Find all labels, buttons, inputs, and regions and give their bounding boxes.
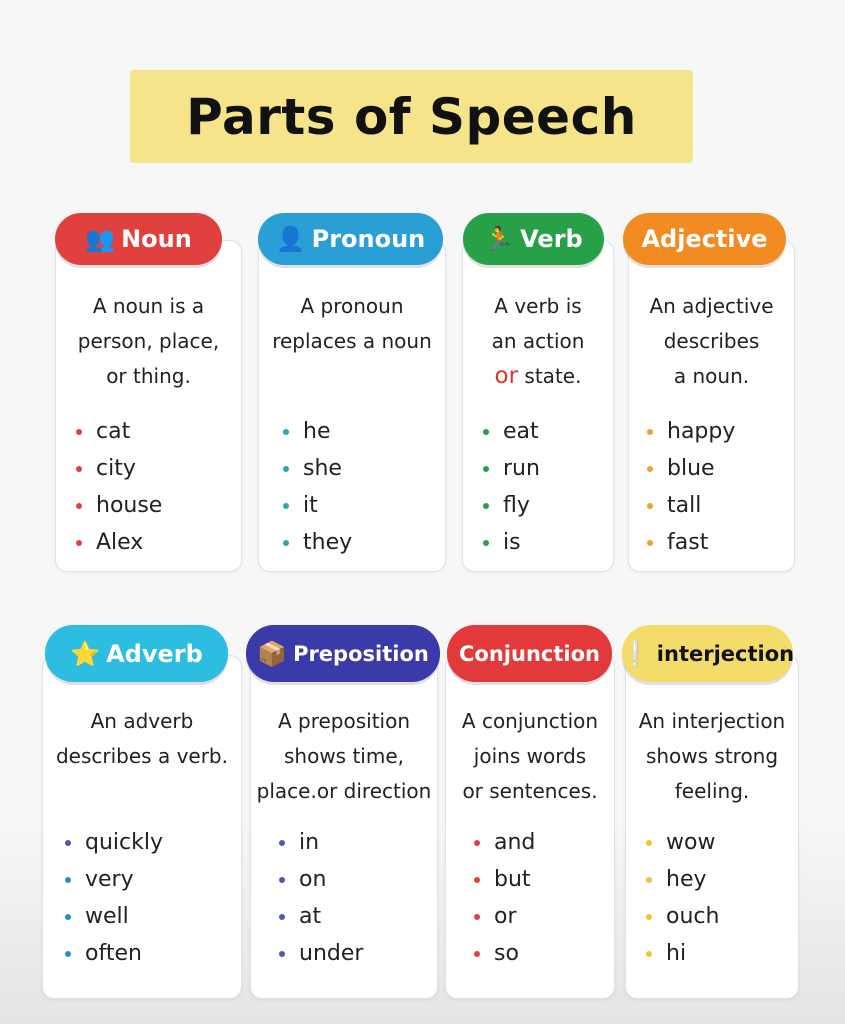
conjunction-description-line: A conjunction bbox=[461, 709, 599, 733]
bullet-dot-icon bbox=[279, 840, 285, 846]
conjunction-example-word: or bbox=[494, 904, 517, 929]
interjection-description-line: shows strong bbox=[645, 744, 779, 768]
bullet-dot-icon bbox=[65, 840, 71, 846]
bullet-dot-icon bbox=[647, 466, 653, 472]
bullet-dot-icon bbox=[647, 540, 653, 546]
running-person-icon: 🏃 bbox=[484, 225, 515, 253]
adjective-description bbox=[629, 289, 794, 394]
conjunction-example-word: but bbox=[494, 867, 531, 892]
interjection-card bbox=[625, 655, 799, 999]
interjection-description-line: An interjection bbox=[638, 709, 786, 733]
bullet-dot-icon bbox=[646, 877, 652, 883]
conjunction-example-item bbox=[474, 935, 535, 972]
noun-label: Noun bbox=[121, 225, 192, 253]
preposition-example-item bbox=[279, 824, 363, 861]
pronoun-example-word: they bbox=[303, 530, 353, 555]
bullet-dot-icon bbox=[76, 466, 82, 472]
adjective-example-item bbox=[647, 487, 735, 524]
interjection-example-item bbox=[646, 935, 719, 972]
interjection-example-item bbox=[646, 898, 719, 935]
adverb-label-pill bbox=[45, 625, 228, 682]
bullet-dot-icon bbox=[283, 503, 289, 509]
adverb-example-item bbox=[65, 935, 163, 972]
conjunction-example-item bbox=[474, 824, 535, 861]
noun-examples bbox=[76, 413, 162, 561]
verb-example-word: run bbox=[503, 456, 540, 481]
noun-label-pill bbox=[55, 213, 222, 265]
noun-example-word: Alex bbox=[96, 530, 144, 555]
interjection-description bbox=[626, 704, 798, 809]
noun-description-line: or thing. bbox=[106, 364, 191, 388]
bullet-dot-icon bbox=[65, 914, 71, 920]
preposition-card bbox=[250, 655, 438, 999]
interjection-example-item bbox=[646, 824, 719, 861]
preposition-example-word: in bbox=[299, 830, 320, 855]
bullet-dot-icon bbox=[474, 914, 480, 920]
verb-description-tail: state. bbox=[518, 364, 582, 388]
verb-example-word: is bbox=[503, 530, 521, 555]
noun-example-word: cat bbox=[96, 419, 131, 444]
bullet-dot-icon bbox=[474, 877, 480, 883]
preposition-example-word: at bbox=[299, 904, 322, 929]
interjection-example-item bbox=[646, 861, 719, 898]
interjection-example-word: hey bbox=[666, 867, 707, 892]
preposition-example-item bbox=[279, 861, 363, 898]
pronoun-examples bbox=[283, 413, 352, 561]
bullet-dot-icon bbox=[283, 466, 289, 472]
pronoun-description-line: A pronoun bbox=[300, 294, 404, 318]
verb-highlight-word: or bbox=[494, 363, 519, 389]
conjunction-example-item bbox=[474, 898, 535, 935]
noun-card bbox=[55, 240, 242, 572]
exclamation-icon: ❕ bbox=[620, 639, 651, 668]
interjection-label: interjection bbox=[656, 641, 795, 666]
bullet-dot-icon bbox=[283, 540, 289, 546]
preposition-description-line: A preposition bbox=[277, 709, 411, 733]
bullet-dot-icon bbox=[279, 951, 285, 957]
verb-description-line: A verb is bbox=[494, 294, 582, 318]
noun-example-word: house bbox=[96, 493, 163, 518]
pronoun-card bbox=[258, 240, 446, 572]
adverb-description bbox=[43, 704, 241, 774]
bullet-dot-icon bbox=[483, 540, 489, 546]
pronoun-example-item bbox=[283, 524, 352, 561]
adjective-example-word: fast bbox=[667, 530, 709, 555]
adverb-description-line: An adverb bbox=[90, 709, 194, 733]
preposition-description-line: shows time, bbox=[283, 744, 404, 768]
adjective-description-line: a noun. bbox=[673, 364, 750, 388]
bullet-dot-icon bbox=[474, 951, 480, 957]
conjunction-label: Conjunction bbox=[459, 641, 600, 666]
adjective-examples bbox=[647, 413, 735, 561]
noun-example-item bbox=[76, 413, 162, 450]
bullet-dot-icon bbox=[483, 429, 489, 435]
adverb-label: Adverb bbox=[106, 639, 203, 668]
pronoun-example-word: she bbox=[303, 456, 342, 481]
verb-label-pill bbox=[463, 213, 604, 265]
preposition-label: Preposition bbox=[293, 641, 429, 666]
verb-example-item bbox=[483, 413, 540, 450]
adjective-example-item bbox=[647, 413, 735, 450]
verb-label: Verb bbox=[520, 225, 583, 253]
preposition-example-item bbox=[279, 935, 363, 972]
pronoun-description bbox=[259, 289, 445, 359]
adverb-example-word: very bbox=[85, 867, 134, 892]
noun-description-line: A noun is a bbox=[92, 294, 205, 318]
interjection-label-pill bbox=[622, 625, 793, 682]
adverb-example-item bbox=[65, 861, 163, 898]
adverb-description-line: describes a verb. bbox=[55, 744, 228, 768]
interjection-description-line: feeling. bbox=[674, 779, 750, 803]
preposition-label-pill bbox=[246, 625, 440, 682]
verb-examples bbox=[483, 413, 540, 561]
adjective-example-item bbox=[647, 450, 735, 487]
verb-example-word: fly bbox=[503, 493, 530, 518]
adjective-example-word: blue bbox=[667, 456, 715, 481]
conjunction-label-pill bbox=[447, 625, 612, 682]
noun-description bbox=[56, 289, 241, 394]
interjection-example-word: ouch bbox=[666, 904, 720, 929]
conjunction-description bbox=[446, 704, 614, 809]
people-icon: 👥 bbox=[85, 225, 116, 253]
adverb-example-item bbox=[65, 824, 163, 861]
bullet-dot-icon bbox=[76, 540, 82, 546]
person-icon: 👤 bbox=[275, 225, 306, 253]
box-icon: 📦 bbox=[257, 639, 288, 668]
adjective-description-line: describes bbox=[663, 329, 760, 353]
noun-example-word: city bbox=[96, 456, 136, 481]
verb-example-word: eat bbox=[503, 419, 539, 444]
conjunction-example-item bbox=[474, 861, 535, 898]
conjunction-description-line: joins words bbox=[473, 744, 587, 768]
bullet-dot-icon bbox=[279, 877, 285, 883]
conjunction-card bbox=[445, 655, 615, 999]
preposition-example-word: under bbox=[299, 941, 364, 966]
adverb-examples bbox=[65, 824, 163, 972]
title-banner bbox=[130, 70, 693, 163]
pronoun-label: Pronoun bbox=[311, 225, 426, 253]
adverb-card bbox=[42, 655, 242, 999]
adjective-example-item bbox=[647, 524, 735, 561]
adverb-example-word: quickly bbox=[85, 830, 163, 855]
interjection-example-word: wow bbox=[666, 830, 716, 855]
verb-description bbox=[463, 289, 613, 394]
preposition-example-word: on bbox=[299, 867, 327, 892]
bullet-dot-icon bbox=[483, 503, 489, 509]
interjection-examples bbox=[646, 824, 719, 972]
pronoun-example-item bbox=[283, 450, 352, 487]
bullet-dot-icon bbox=[647, 503, 653, 509]
conjunction-example-word: and bbox=[494, 830, 536, 855]
verb-description-line: an action bbox=[491, 329, 585, 353]
verb-example-item bbox=[483, 450, 540, 487]
noun-example-item bbox=[76, 524, 162, 561]
bullet-dot-icon bbox=[646, 840, 652, 846]
adverb-example-item bbox=[65, 898, 163, 935]
bullet-dot-icon bbox=[647, 429, 653, 435]
noun-example-item bbox=[76, 487, 162, 524]
noun-example-item bbox=[76, 450, 162, 487]
noun-description-line: person, place, bbox=[77, 329, 220, 353]
conjunction-example-word: so bbox=[494, 941, 519, 966]
pronoun-example-word: it bbox=[303, 493, 318, 518]
bullet-dot-icon bbox=[283, 429, 289, 435]
bullet-dot-icon bbox=[646, 914, 652, 920]
bullet-dot-icon bbox=[65, 877, 71, 883]
interjection-example-word: hi bbox=[666, 941, 687, 966]
adverb-example-word: often bbox=[85, 941, 142, 966]
bullet-dot-icon bbox=[646, 951, 652, 957]
bullet-dot-icon bbox=[65, 951, 71, 957]
bullet-dot-icon bbox=[76, 429, 82, 435]
verb-example-item bbox=[483, 487, 540, 524]
star-icon: ⭐ bbox=[70, 639, 101, 668]
pronoun-label-pill bbox=[258, 213, 443, 265]
pronoun-example-item bbox=[283, 413, 352, 450]
page-title: Parts of Speech bbox=[186, 87, 637, 146]
pronoun-description-line: replaces a noun bbox=[272, 329, 432, 353]
adverb-example-word: well bbox=[85, 904, 129, 929]
verb-card bbox=[462, 240, 614, 572]
adjective-example-word: tall bbox=[667, 493, 702, 518]
preposition-description bbox=[251, 704, 437, 809]
preposition-description-line: place.or direction bbox=[256, 779, 432, 803]
verb-example-item bbox=[483, 524, 540, 561]
conjunction-description-line: or sentences. bbox=[462, 779, 598, 803]
pronoun-example-word: he bbox=[303, 419, 331, 444]
preposition-example-item bbox=[279, 898, 363, 935]
adjective-description-line: An adjective bbox=[649, 294, 774, 318]
conjunction-examples bbox=[474, 824, 535, 972]
adjective-card bbox=[628, 240, 795, 572]
bullet-dot-icon bbox=[483, 466, 489, 472]
bullet-dot-icon bbox=[474, 840, 480, 846]
verb-description-line bbox=[463, 359, 613, 394]
bullet-dot-icon bbox=[76, 503, 82, 509]
pronoun-example-item bbox=[283, 487, 352, 524]
preposition-examples bbox=[279, 824, 363, 972]
adjective-example-word: happy bbox=[667, 419, 736, 444]
bullet-dot-icon bbox=[279, 914, 285, 920]
adjective-label: Adjective bbox=[641, 225, 768, 253]
adjective-label-pill bbox=[623, 213, 786, 265]
